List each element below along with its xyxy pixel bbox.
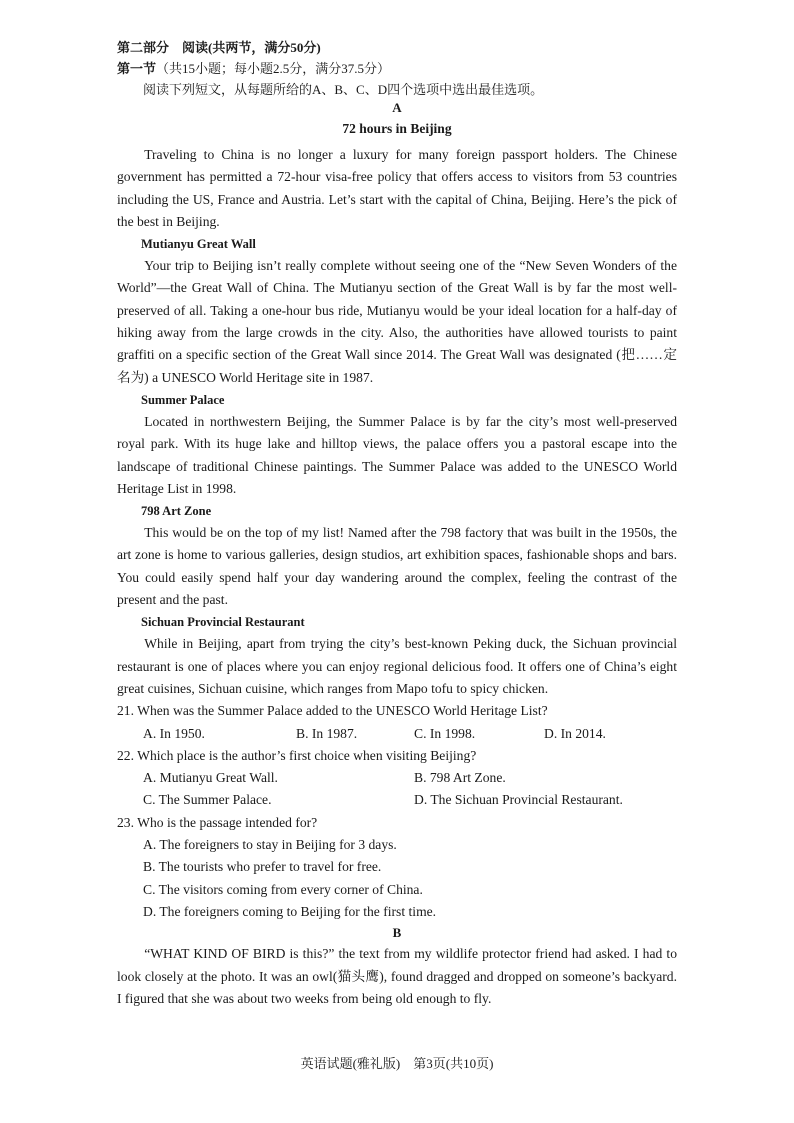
passage-b-letter: B — [392, 925, 402, 941]
option-d[interactable]: D. The foreigners coming to Beijing for the first time. — [143, 903, 437, 919]
section-heading-summer-palace: Summer Palace — [141, 392, 225, 407]
page-footer: 英语试题(雅礼版) 第3页(共10页) — [300, 1056, 494, 1071]
option-c[interactable]: C. In 1998. — [414, 725, 476, 741]
section-heading-sichuan: Sichuan Provincial Restaurant — [141, 615, 305, 630]
section-text-mutianyu: Your trip to Beijing isn’t really complete without seeing one of the “New Seven Wonders of the World”—the Great Wall of China. The Mutianyu section of the Great Wall is by far the most well-preserved of all. Taking a one-hour bus ride, Mutianyu would be your ideal location for a half-day of hiking away from the large crowds in the city. Also, the authorities have allowed tourists to paint graffiti on a specific section of the Great Wall since 2014. The Great Wall was designated (把……定名为) a UNESCO World Heritage site in 1987. — [117, 258, 677, 385]
option-b[interactable]: B. 798 Art Zone. — [414, 770, 506, 786]
question-stem: 22. Which place is the author’s first choice when visiting Beijing? — [117, 747, 477, 763]
question-stem: 23. Who is the passage intended for? — [117, 814, 318, 830]
section-text-sichuan: While in Beijing, apart from trying the city’s best-known Peking duck, the Sichuan provincial restaurant is one of places where you can enjoy regional delicious food. It offers one of China’s eight great cuisines, Sichuan cuisine, which ranges from Mapo tofu to spicy chicken. — [117, 636, 677, 696]
options-row — [117, 723, 677, 745]
question-stem: 21. When was the Summer Palace added to the UNESCO World Heritage List? — [117, 703, 548, 719]
options-row — [117, 789, 677, 811]
passage-a-intro: Traveling to China is no longer a luxury for many foreign passport holders. The Chinese government has permitted a 72-hour visa-free policy that offers access to visitors from 53 countries including the US, France and Austria. Let’s start with the capital of China, Beijing. Here’s the pick of the best in Beijing. — [117, 147, 677, 229]
section-heading-798: 798 Art Zone — [141, 504, 212, 519]
option-a[interactable]: A. The foreigners to stay in Beijing for 3 days. — [143, 837, 397, 853]
section-text-798: This would be on the top of my list! Named after the 798 factory that was built in the 1950s, the art zone is home to various galleries, design studios, art exhibition spaces, fashionable shops and bars. You could easily spend half your day wandering around the complex, feeling the contrast of the present and the past. — [117, 525, 677, 608]
option-b[interactable]: B. The tourists who prefer to travel for free. — [143, 859, 382, 875]
section-label: 第一节 — [117, 61, 157, 76]
section-heading — [117, 59, 390, 78]
options-row — [117, 767, 677, 789]
question-23 — [117, 812, 677, 923]
option-d[interactable]: D. In 2014. — [544, 725, 606, 741]
option-a[interactable]: A. Mutianyu Great Wall. — [143, 770, 278, 786]
passage-a-letter: A — [392, 100, 402, 115]
part-heading: 第二部分 阅读(共两节，满分50分) — [117, 40, 321, 55]
section-text-summer-palace: Located in northwestern Beijing, the Summer Palace is by far the city’s most well-preserved royal park. With its huge lake and hilltop views, the palace offers you a pastoral escape into the landscape of traditional Chinese paintings. The Summer Palace was added to the UNESCO World Heritage List in 1998. — [117, 413, 677, 496]
option-c[interactable]: C. The visitors coming from every corner of China. — [143, 881, 423, 897]
passage-b-text: “WHAT KIND OF BIRD is this?” the text from my wildlife protector friend had asked. I had to look closely at the photo. It was an owl(猫头鹰), found dragged and dropped on someone’s backyard. I figured that she was about two weeks from being old enough to fly. — [117, 946, 677, 1006]
instruction: 阅读下列短文，从每题所给的A、B、C、D四个选项中选出最佳选项。 — [143, 82, 544, 97]
question-22 — [117, 745, 677, 812]
passage-a-title: 72 hours in Beijing — [342, 121, 452, 136]
option-c[interactable]: C. The Summer Palace. — [143, 792, 272, 808]
section-note: （共15小题；每小题2.5分，满分37.5分） — [156, 61, 391, 76]
section-heading-mutianyu: Mutianyu Great Wall — [141, 237, 256, 252]
question-21 — [117, 700, 677, 745]
passage-a-body — [117, 144, 677, 1010]
option-d[interactable]: D. The Sichuan Provincial Restaurant. — [414, 792, 623, 808]
option-a[interactable]: A. In 1950. — [143, 725, 205, 741]
option-b[interactable]: B. In 1987. — [296, 725, 358, 741]
